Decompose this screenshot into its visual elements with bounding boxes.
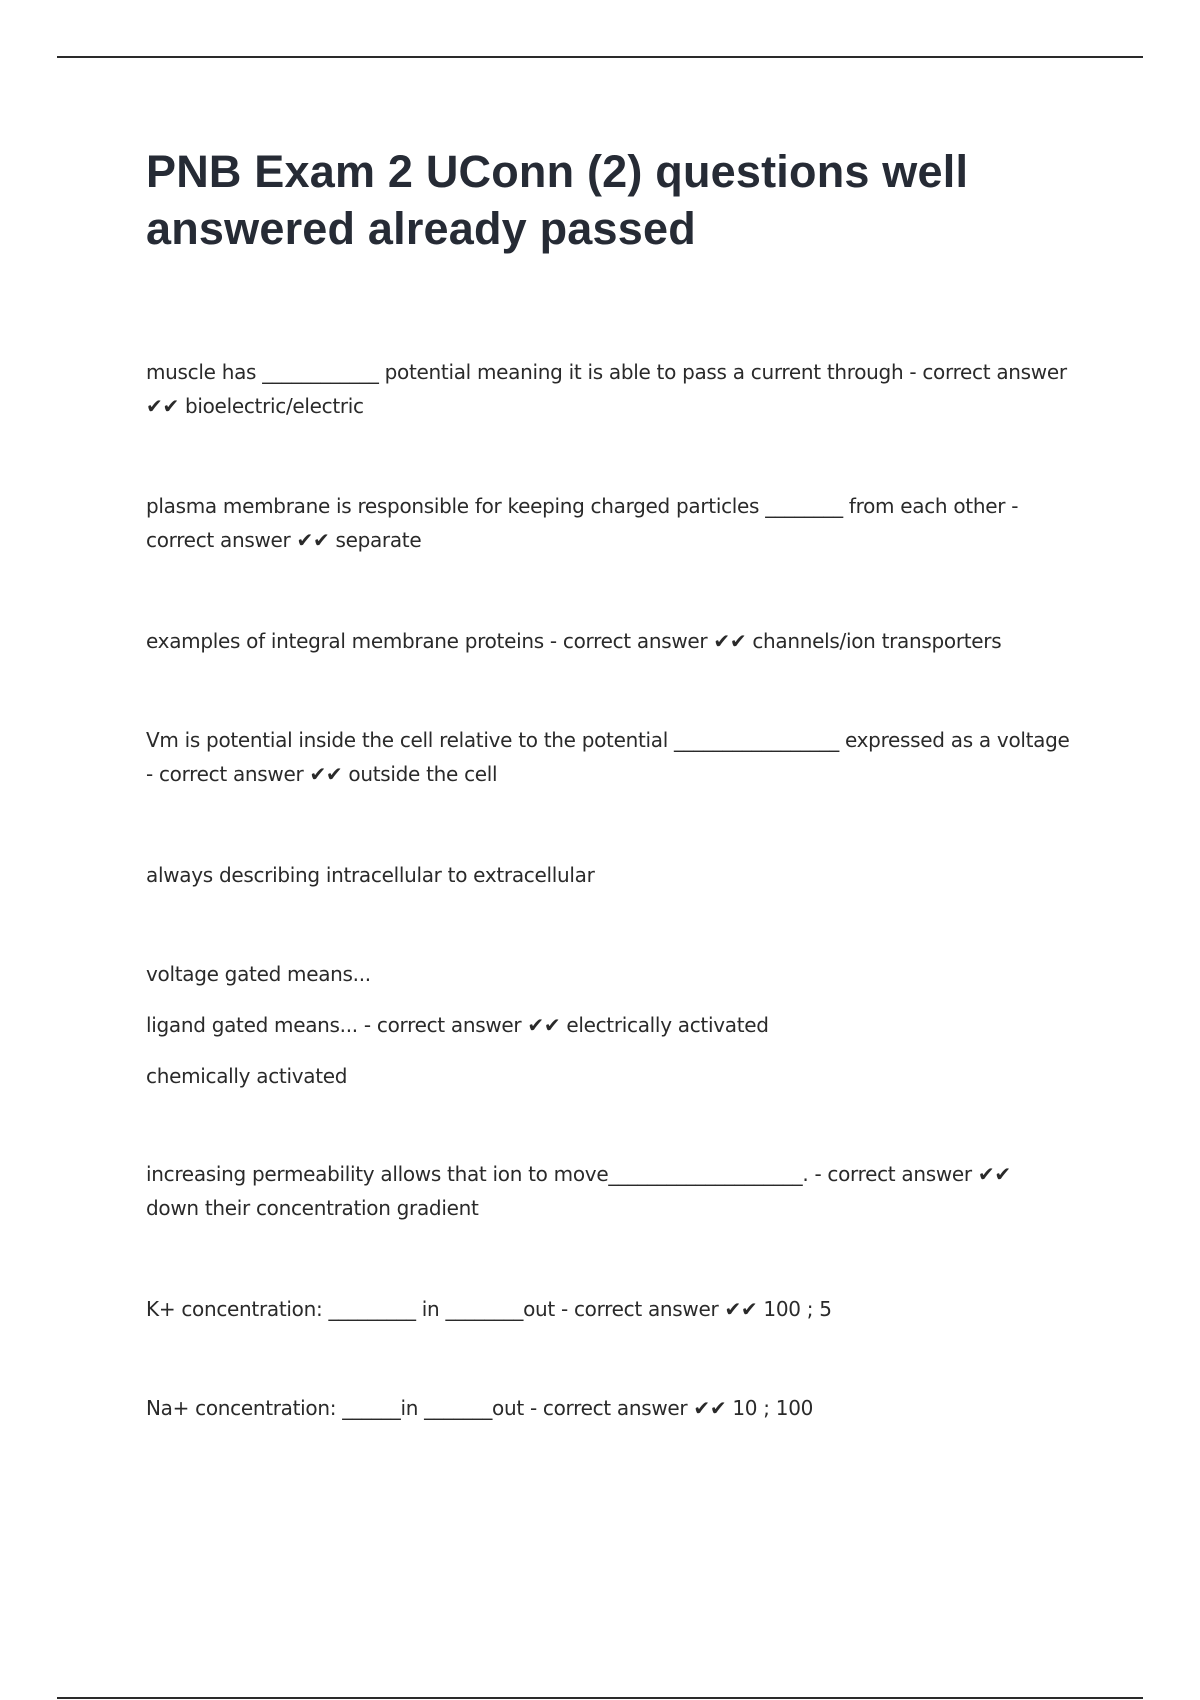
qa-item-3-line-1: examples of integral membrane proteins - correct answer ✔✔ channels/ion transporters xyxy=(146,629,1002,653)
qa-item-7-line-2: down their concentration gradient xyxy=(146,1196,479,1220)
qa-item-4-line-2: - correct answer ✔✔ outside the cell xyxy=(146,762,498,786)
qa-item-7 xyxy=(146,1157,1096,1225)
qa-item-8-line-1: K+ concentration: _________ in ________out - correct answer ✔✔ 100 ; 5 xyxy=(146,1297,832,1321)
qa-item-1 xyxy=(146,355,1096,423)
qa-item-6-line-2: ligand gated means... - correct answer ✔✔ electrically activated xyxy=(146,1013,769,1037)
qa-item-1-line-1: muscle has ____________ potential meaning it is able to pass a current through - correct answer xyxy=(146,360,1067,384)
document-title xyxy=(146,143,1076,257)
qa-item-1-line-2: ✔✔ bioelectric/electric xyxy=(146,394,364,418)
qa-item-9-line-1: Na+ concentration: ______in _______out - correct answer ✔✔ 10 ; 100 xyxy=(146,1396,814,1420)
qa-item-6 xyxy=(146,957,1096,1093)
qa-item-2-line-1: plasma membrane is responsible for keeping charged particles ________ from each other - xyxy=(146,494,1019,518)
qa-item-5-line-1: always describing intracellular to extracellular xyxy=(146,863,595,887)
qa-item-4-line-1: Vm is potential inside the cell relative to the potential _________________ expressed as a voltage xyxy=(146,728,1070,752)
qa-item-4 xyxy=(146,723,1096,791)
qa-item-9 xyxy=(146,1391,1096,1425)
title-line-1: PNB Exam 2 UConn (2) questions well xyxy=(146,146,969,197)
title-line-2: answered already passed xyxy=(146,203,696,254)
qa-item-7-line-1: increasing permeability allows that ion to move____________________. - correct answer ✔✔ xyxy=(146,1162,1011,1186)
qa-item-5 xyxy=(146,858,1096,892)
qa-item-8 xyxy=(146,1292,1096,1326)
qa-item-6-line-3: chemically activated xyxy=(146,1064,348,1088)
qa-item-6-line-1: voltage gated means... xyxy=(146,962,371,986)
qa-item-2-line-2: correct answer ✔✔ separate xyxy=(146,528,422,552)
bottom-rule xyxy=(57,1697,1143,1699)
qa-item-3 xyxy=(146,624,1096,658)
top-rule xyxy=(57,56,1143,58)
qa-item-2 xyxy=(146,489,1096,557)
